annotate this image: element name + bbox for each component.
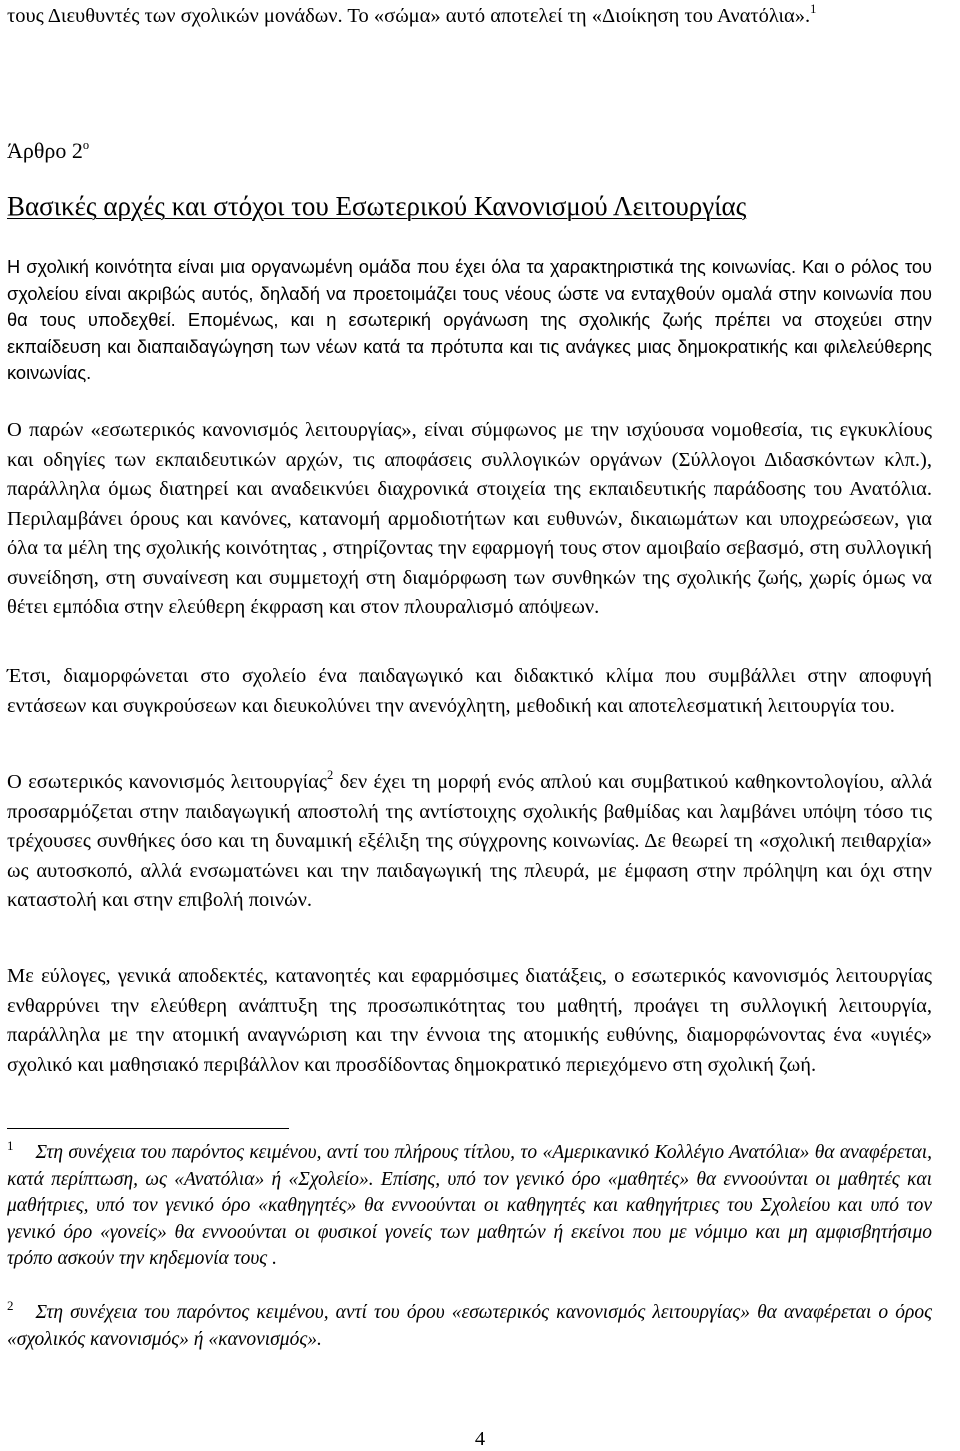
paragraph-4-rest: δεν έχει τη μορφή ενός απλού και συμβατικού καθηκοντολογίου, αλλά προσαρμόζεται στην παιδαγωγική αποστολή της αντίστοιχης σχολικής βαθμίδας και λαμβάνει υπόψη τόσο τις τρέχουσες συνθήκες όσο και τη δυναμική εξέλιξη της σύγχρονης κοινωνίας. Δε θεωρεί τη «σχολική πειθαρχία» ως αυτοσκοπό, αλλά ενσωματώνει και την παιδαγωγική της πλευρά, με έμφαση στην πρόληψη και όχι στην καταστολή και στην επιβολή ποινών. [7, 771, 933, 911]
footnote-2-text: Στη συνέχεια του παρόντος κειμένου, αντί του όρου «εσωτερικός κανονισμός λειτουργίας» θα αναφέρεται ο όρος «σχολικός κανονισμός» ή «κανονισμός». [7, 1302, 932, 1350]
footnote-ref-1: 1 [810, 2, 817, 16]
paragraph-4-lead: Ο εσωτερικός κανονισμός λειτουργίας [7, 771, 327, 793]
paragraph-3: Έτσι, διαμορφώνεται στο σχολείο ένα παιδαγωγικό και διδακτικό κλίμα που συμβάλλει στην αποφυγή εντάσεων και συγκρούσεων και διευκολύνει την ανενόχλητη, μεθοδική και αποτελεσματική λειτουργία του. [7, 665, 932, 717]
footnote-ref-2: 2 [326, 768, 334, 782]
article-title-text: Άρθρο 2 [7, 138, 83, 163]
page-number: 4 [474, 1428, 486, 1450]
footnote-1-number: 1 [7, 1138, 14, 1153]
paragraph-5: Με εύλογες, γενικά αποδεκτές, κατανοητές και εφαρμόσιμες διατάξεις, ο εσωτερικός κανονισμός λειτουργίας ενθαρρύνει την ελεύθερη ανάπτυξη της προσωπικότητας του μαθητή, προάγει τη συλλογική λειτουργία, παράλληλα με την ατομική αναγνώριση και την έννοια της ατομικής ευθύνης, διαμορφώνοντας ένα «υγιές» σχολικό και μαθησιακό περιβάλλον και προσδίδοντας δημοκρατικό περιεχόμενο στη σχολική ζωή. [7, 965, 932, 1076]
paragraph-2-part-b: Περιλαμβάνει όρους και κανόνες, κατανομή αρμοδιοτήτων και ευθυνών, δικαιωμάτων και υποχρεώσεων, για όλα τα μέλη της σχολικής κοινότητας , στηρίζοντας την εφαρμογή τους στον αμοιβαίο σεβασμό, στη συλλογική συνείδηση, στη συναίνεση και συμμετοχή στη διαμόρφωση των συνθηκών της σχολικής ζωής, χωρίς όμως να θέτει εμπόδια στην ελεύθερη έκφραση και στον πλουραλισμό απόψεων. [7, 507, 932, 618]
paragraph-2-part-a: Ο παρών «εσωτερικός κανονισμός λειτουργίας», είναι σύμφωνος με την ισχύουσα νομοθεσία, τις εγκυκλίους και οδηγίες των εκπαιδευτικών αρχών, τις αποφάσεις συλλογικών οργάνων (Σύλλογοι Διδασκόντων κλπ.), παράλληλα όμως διατηρεί και αναδεικνύει διαχρονικά στοιχεία της εκπαιδευτικής παράδοσης του Ανατόλια. [7, 419, 932, 500]
paragraph-1 [7, 254, 932, 387]
intro-text: τους Διευθυντές των σχολικών μονάδων. Το «σώμα» αυτό αποτελεί τη «Διοίκηση του Ανατόλια». [7, 5, 811, 27]
intro-paragraph [7, 2, 932, 32]
footnote-separator [7, 1128, 289, 1129]
footnote-1-text: Στη συνέχεια του παρόντος κειμένου, αντί του πλήρους τίτλου, το «Αμερικανικό Κολλέγιο Ανατόλια» θα αναφέρεται, κατά περίπτωση, ως «Ανατόλια» ή «Σχολείο». Επίσης, υπό τον γενικό όρο «μαθητές» θα εννοούνται οι μαθητές και μαθήτριες, υπό τον γενικό όρο «καθηγητές» θα εννοούνται οι καθηγητές και καθηγήτριες του Σχολείου και υπό τον γενικό όρο «γονείς» θα εννοούνται οι φυσικοί γονείς των μαθητών ή εκείνοι που με νόμιμο και μη αμφισβητήσιμο τρόπο ασκούν την κηδεμονία τους . [7, 1142, 932, 1270]
footnote-1 [7, 1140, 932, 1273]
paragraph-2 [7, 416, 932, 623]
article-title-ordinal: ο [82, 138, 90, 152]
footnote-2 [7, 1300, 932, 1353]
paragraph-1-part-a: Η σχολική κοινότητα είναι μια οργανωμένη ομάδα που έχει όλα τα χαρακτηριστικά της κοινωνίας. Και ο ρόλος του σχολείου είναι ακριβώς αυτός, δηλαδή να προετοιμάζει τους νέους ώστε να ενταχθούν ομαλά στην κοινωνία που θα τους υποδεχθεί. [7, 256, 932, 330]
paragraph-1-part-b: Επομένως, και η εσωτερική οργάνωση της σχολικής ζωής πρέπει να στοχεύει στην εκπαίδευση και διαπαιδαγώγηση των νέων κατά τα πρότυπα και τις ανάγκες μιας δημοκρατικής και φιλελεύθερης κοινωνίας. [7, 309, 932, 383]
footnote-2-number: 2 [7, 1298, 14, 1313]
section-heading: Βασικές αρχές και στόχοι του Εσωτερικού Κανονισμού Λειτουργίας [7, 191, 747, 221]
paragraph-4 [7, 768, 932, 916]
article-title [7, 136, 932, 166]
